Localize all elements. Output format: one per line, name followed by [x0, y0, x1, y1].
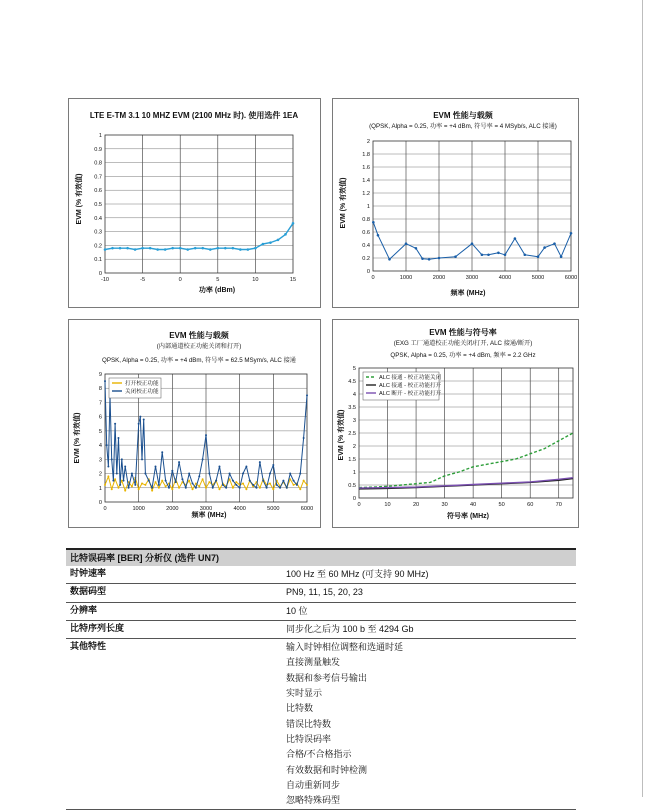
data-point: [262, 480, 264, 482]
row-key: 比特序列长度: [70, 622, 125, 633]
y-tick-label: 1: [366, 204, 370, 210]
x-axis-label: 功率 (dBm): [198, 287, 236, 294]
chart-panel-evm-vs-symbol-rate: [332, 319, 579, 528]
data-point: [195, 487, 197, 489]
data-point: [269, 483, 271, 485]
data-point: [377, 234, 380, 237]
y-axis-label: EVM (% 有效值): [340, 177, 347, 229]
y-tick-label: 0.6: [94, 188, 102, 195]
data-point: [272, 464, 274, 466]
data-point: [249, 480, 251, 482]
row-value: [286, 566, 576, 583]
value-line: 自动重新同步: [286, 779, 341, 790]
y-tick-label: 4.5: [348, 379, 356, 385]
table-row: [66, 584, 576, 602]
data-point: [124, 465, 126, 467]
data-point: [116, 473, 118, 475]
chart-subtitle-2: QPSK, Alpha = 0.25, 功率 = +4 dBm, 频率 = 2.2 GHz: [390, 352, 536, 359]
data-point: [504, 253, 507, 256]
data-point: [104, 380, 106, 382]
data-point: [149, 247, 152, 250]
data-point: [209, 248, 212, 251]
legend-label: ALC 接通 - 校正功能关闭: [379, 375, 442, 381]
x-axis-label: 符号率 (MHz): [447, 513, 489, 520]
data-point: [158, 484, 160, 486]
data-point: [148, 480, 150, 482]
data-point: [158, 487, 160, 489]
data-point: [201, 247, 204, 250]
table-row: [66, 621, 576, 639]
chart-title: EVM 性能与符号率: [429, 328, 497, 337]
data-point: [235, 481, 237, 483]
y-tick-label: 4: [352, 392, 356, 398]
chart-panel-evm-vs-carrier-correction: [68, 319, 321, 528]
chart-evm-vs-power: [69, 99, 320, 307]
x-tick-label: 5: [216, 277, 220, 283]
value-line: 输入时钟相位调整和选通时延: [286, 642, 404, 653]
data-point: [131, 485, 133, 487]
data-point: [224, 247, 227, 250]
x-tick-label: 5000: [531, 275, 545, 281]
chart-title: EVM 性能与载频: [433, 111, 493, 120]
y-tick-label: 0.3: [94, 229, 102, 236]
data-point: [421, 257, 424, 260]
legend-label: 打开校正功能: [125, 381, 159, 387]
y-tick-label: 1: [98, 133, 102, 139]
chart-title: LTE E-TM 3.1 10 MHZ EVM (2100 MHz 时). 使用选件 1EA: [89, 111, 299, 120]
x-tick-label: 10: [384, 502, 391, 508]
x-tick-label: 2000: [166, 506, 179, 512]
data-point: [388, 258, 391, 261]
chart-subtitle: (内部通道校正功能关闭和打开): [156, 343, 242, 350]
data-point: [481, 253, 484, 256]
data-point: [570, 232, 573, 235]
data-point: [194, 247, 197, 250]
data-point: [192, 483, 194, 485]
data-point: [208, 473, 210, 475]
row-value: [286, 603, 576, 620]
data-point: [106, 444, 108, 446]
data-point: [218, 488, 220, 490]
data-point: [119, 484, 121, 486]
data-point: [175, 481, 177, 483]
data-point: [198, 475, 200, 477]
data-point: [205, 487, 207, 489]
x-tick-label: 3000: [465, 275, 479, 281]
y-tick-label: 0.5: [348, 483, 356, 489]
y-tick-label: 0.2: [362, 256, 370, 262]
row-key: 时钟速率: [70, 568, 107, 578]
data-point: [117, 487, 119, 489]
value-line: 比特误码率: [286, 733, 332, 744]
data-point: [235, 484, 237, 486]
data-point: [168, 487, 170, 489]
data-point: [208, 481, 210, 483]
x-tick-label: 20: [412, 502, 420, 508]
data-point: [232, 487, 234, 489]
row-key: 数据码型: [70, 586, 107, 597]
y-tick-label: 1: [352, 470, 356, 476]
data-point: [266, 487, 268, 489]
data-point: [553, 242, 556, 245]
x-tick-label: 1000: [132, 506, 145, 512]
y-tick-label: 6: [98, 414, 102, 421]
data-point: [134, 248, 137, 251]
data-point: [123, 480, 125, 482]
data-point: [284, 233, 287, 236]
data-point: [514, 237, 517, 240]
data-point: [212, 487, 214, 489]
data-point: [171, 470, 173, 472]
data-point: [254, 247, 257, 250]
data-point: [202, 478, 204, 480]
data-point: [218, 465, 220, 467]
y-tick-label: 5: [352, 366, 356, 372]
data-point: [121, 458, 123, 460]
table-body: [66, 566, 576, 810]
data-point: [487, 253, 490, 256]
data-point: [497, 252, 500, 255]
data-point: [303, 437, 305, 439]
data-point: [181, 478, 183, 480]
data-point: [202, 458, 204, 460]
y-tick-label: 2: [352, 444, 356, 450]
data-point: [151, 490, 153, 492]
data-point: [537, 255, 540, 258]
y-tick-label: 9: [98, 372, 102, 378]
data-point: [289, 473, 291, 475]
data-point: [471, 242, 474, 245]
data-point: [225, 487, 227, 489]
data-point: [428, 258, 431, 261]
data-point: [279, 487, 281, 489]
y-axis-label: EVM (% 有效值): [76, 173, 83, 225]
y-tick-label: 0.8: [362, 217, 370, 223]
x-tick-label: 6000: [564, 275, 578, 281]
data-point: [185, 487, 187, 489]
y-tick-label: 0: [98, 271, 102, 277]
x-tick-label: -5: [140, 277, 146, 283]
data-point: [306, 484, 308, 486]
chart-subtitle-2: QPSK, Alpha = 0.25, 功率 = +4 dBm, 符号率 = 62.5 MSym/s, ALC 接通: [102, 357, 296, 364]
x-tick-label: 70: [555, 502, 562, 508]
x-tick-label: 60: [527, 502, 534, 508]
data-point: [188, 473, 190, 475]
legend-label: 关闭校正功能: [125, 389, 159, 395]
value-line: 数据和参考信号输出: [286, 672, 368, 683]
y-tick-label: 3: [98, 457, 102, 464]
x-axis-label: 频率 (MHz): [191, 512, 227, 519]
y-tick-label: 0.2: [94, 243, 102, 250]
data-point: [128, 487, 130, 489]
data-point: [247, 248, 250, 251]
x-tick-label: -10: [100, 277, 110, 283]
data-point: [543, 246, 546, 249]
y-tick-label: 8: [98, 386, 102, 393]
data-point: [524, 253, 527, 256]
data-point: [156, 248, 159, 251]
value-line: 比特数: [286, 703, 314, 714]
y-tick-label: 1.6: [362, 165, 370, 171]
table-row: [66, 639, 576, 810]
data-point: [229, 473, 231, 475]
data-point: [141, 483, 143, 485]
chart-panel-evm-vs-power: [68, 98, 321, 308]
value-line: 忽略特殊码型: [286, 795, 341, 806]
table-row: [66, 603, 576, 621]
data-point: [405, 242, 408, 245]
y-tick-label: 2: [98, 471, 102, 478]
data-point: [303, 480, 305, 482]
data-point: [269, 241, 272, 244]
data-point: [372, 221, 375, 224]
chart-evm-vs-carrier-correction: [69, 320, 320, 527]
data-point: [306, 394, 308, 396]
data-point: [560, 255, 563, 258]
chart-title: EVM 性能与载频: [169, 331, 229, 340]
x-tick-label: 0: [178, 277, 182, 283]
data-point: [277, 239, 280, 242]
y-tick-label: 3: [352, 418, 356, 424]
data-point: [215, 480, 217, 482]
data-point: [256, 487, 258, 489]
y-tick-label: 0.7: [94, 174, 102, 181]
value-line: 同步化之后为 100 b 至 4294 Gb: [286, 623, 414, 634]
y-tick-label: 0.1: [94, 257, 102, 264]
data-point: [192, 488, 194, 490]
data-point: [131, 473, 133, 475]
data-point: [111, 247, 114, 250]
x-tick-label: 30: [441, 502, 448, 508]
data-point: [232, 247, 235, 250]
y-tick-label: 1.4: [362, 178, 370, 184]
y-axis-label: EVM (% 有效值): [338, 409, 345, 461]
y-tick-label: 1.8: [362, 152, 370, 158]
value-line: PN9, 11, 15, 20, 23: [286, 587, 363, 598]
y-tick-label: 0: [352, 496, 356, 502]
data-point: [178, 461, 180, 463]
data-point: [299, 488, 301, 490]
data-point: [262, 243, 265, 246]
y-tick-label: 0.6: [362, 230, 370, 236]
row-value: [286, 621, 576, 638]
value-line: 100 Hz 至 60 MHz (可支持 90 MHz): [286, 569, 429, 579]
data-point: [165, 485, 167, 487]
data-point: [245, 465, 247, 467]
y-tick-label: 2: [366, 139, 370, 145]
x-tick-label: 3000: [199, 506, 213, 512]
value-line: 直接测量触发: [286, 657, 341, 668]
y-tick-label: 1.5: [348, 457, 356, 463]
y-tick-label: 0.8: [94, 160, 102, 167]
x-tick-label: 4000: [498, 275, 512, 281]
row-value: [286, 639, 576, 809]
y-tick-label: 0.4: [94, 215, 102, 222]
data-point: [188, 480, 190, 482]
ber-spec-table: [66, 548, 576, 810]
data-point: [117, 437, 119, 439]
y-tick-label: 0.4: [362, 243, 370, 249]
data-point: [111, 488, 113, 490]
data-point: [119, 247, 122, 250]
data-point: [144, 473, 146, 475]
data-point: [138, 488, 140, 490]
y-tick-label: 5: [98, 428, 102, 435]
chart-panel-evm-vs-carrier: [332, 98, 579, 308]
table-title: 比特误码率 [BER] 分析仪 (选件 UN7): [66, 550, 576, 566]
data-point: [293, 480, 295, 482]
x-tick-label: 4000: [233, 506, 246, 512]
data-point: [454, 255, 457, 258]
data-point: [286, 487, 288, 489]
y-tick-label: 4: [98, 443, 102, 450]
row-value: [286, 584, 576, 601]
data-point: [141, 247, 144, 250]
data-point: [155, 481, 157, 483]
series-line: [359, 433, 573, 488]
data-point: [205, 434, 207, 436]
data-point: [144, 484, 146, 486]
data-point: [139, 416, 141, 418]
data-point: [161, 480, 163, 482]
data-point: [239, 248, 242, 251]
legend-label: ALC 接通 - 校正功能打开: [379, 383, 442, 389]
x-tick-label: 0: [371, 275, 375, 281]
data-point: [138, 423, 140, 425]
y-tick-label: 0.9: [94, 146, 102, 153]
data-point: [111, 458, 113, 460]
data-point: [114, 423, 116, 425]
data-point: [126, 247, 129, 250]
x-tick-label: 50: [498, 502, 505, 508]
value-line: 10 位: [286, 605, 308, 616]
page-edge-rule: [642, 0, 643, 797]
data-point: [239, 487, 241, 489]
x-tick-label: 1000: [399, 275, 413, 281]
y-tick-label: 1: [98, 485, 102, 492]
y-tick-label: 0: [366, 269, 370, 275]
legend-label: ALC 断开 - 校正功能打开: [379, 391, 442, 397]
data-point: [161, 451, 163, 453]
row-key: 其他特性: [70, 641, 107, 652]
data-point: [112, 480, 114, 482]
data-point: [134, 484, 136, 486]
data-point: [186, 248, 189, 251]
data-point: [276, 484, 278, 486]
chart-evm-vs-symbol-rate: [333, 320, 578, 527]
data-point: [164, 248, 167, 251]
data-point: [438, 257, 441, 260]
data-point: [104, 248, 107, 251]
x-tick-label: 10: [252, 277, 259, 283]
data-point: [141, 458, 143, 460]
data-point: [242, 483, 244, 485]
data-point: [171, 247, 174, 250]
y-tick-label: 1.2: [362, 191, 370, 197]
row-key: 分辨率: [70, 604, 98, 615]
y-tick-label: 7: [98, 400, 102, 407]
value-line: 实时显示: [286, 688, 323, 699]
data-point: [107, 465, 109, 467]
data-point: [282, 480, 284, 482]
data-point: [151, 487, 153, 489]
y-tick-label: 0.5: [94, 202, 102, 208]
data-point: [259, 461, 261, 463]
data-point: [198, 485, 200, 487]
data-point: [245, 488, 247, 490]
data-point: [292, 222, 295, 225]
y-tick-label: 3.5: [348, 405, 356, 411]
data-point: [114, 478, 116, 480]
data-point: [155, 465, 157, 467]
x-tick-label: 2000: [432, 275, 446, 281]
data-point: [252, 484, 254, 486]
data-point: [165, 480, 167, 482]
x-axis-label: 频率 (MHz): [450, 290, 486, 297]
value-line: 合格/不合格指示: [286, 749, 352, 760]
data-point: [293, 484, 295, 486]
data-point: [104, 484, 106, 486]
data-point: [232, 480, 234, 482]
data-point: [242, 473, 244, 475]
x-tick-label: 15: [289, 277, 297, 283]
data-point: [171, 488, 173, 490]
x-tick-label: 6000: [300, 506, 314, 512]
data-point: [259, 487, 261, 489]
y-axis-label: EVM (% 有效值): [74, 412, 81, 464]
value-line: 有效数据和时钟检测: [286, 764, 368, 775]
chart-subtitle: (EXG 工厂通道校正功能关闭/打开, ALC 接通/断开): [393, 340, 533, 347]
data-point: [272, 488, 274, 490]
x-tick-label: 5000: [267, 506, 280, 512]
data-point: [269, 473, 271, 475]
data-point: [299, 473, 301, 475]
data-point: [178, 487, 180, 489]
data-point: [124, 490, 126, 492]
y-tick-label: 2.5: [348, 431, 356, 437]
chart-subtitle: (QPSK, Alpha = 0.25, 功率 = +4 dBm, 符号率 = 4 MSyb/s, ALC 接通): [369, 123, 557, 130]
data-point: [179, 247, 182, 250]
x-tick-label: 0: [357, 502, 361, 508]
data-point: [222, 484, 224, 486]
y-tick-label: 0: [98, 500, 102, 506]
chart-evm-vs-carrier: [333, 99, 578, 307]
x-tick-label: 40: [470, 502, 477, 508]
value-line: 错误比特数: [286, 718, 332, 729]
data-point: [143, 419, 145, 421]
data-point: [415, 247, 418, 250]
table-row: [66, 566, 576, 584]
data-point: [217, 247, 220, 250]
data-point: [107, 475, 109, 477]
data-point: [296, 484, 298, 486]
x-tick-label: 0: [103, 506, 107, 512]
